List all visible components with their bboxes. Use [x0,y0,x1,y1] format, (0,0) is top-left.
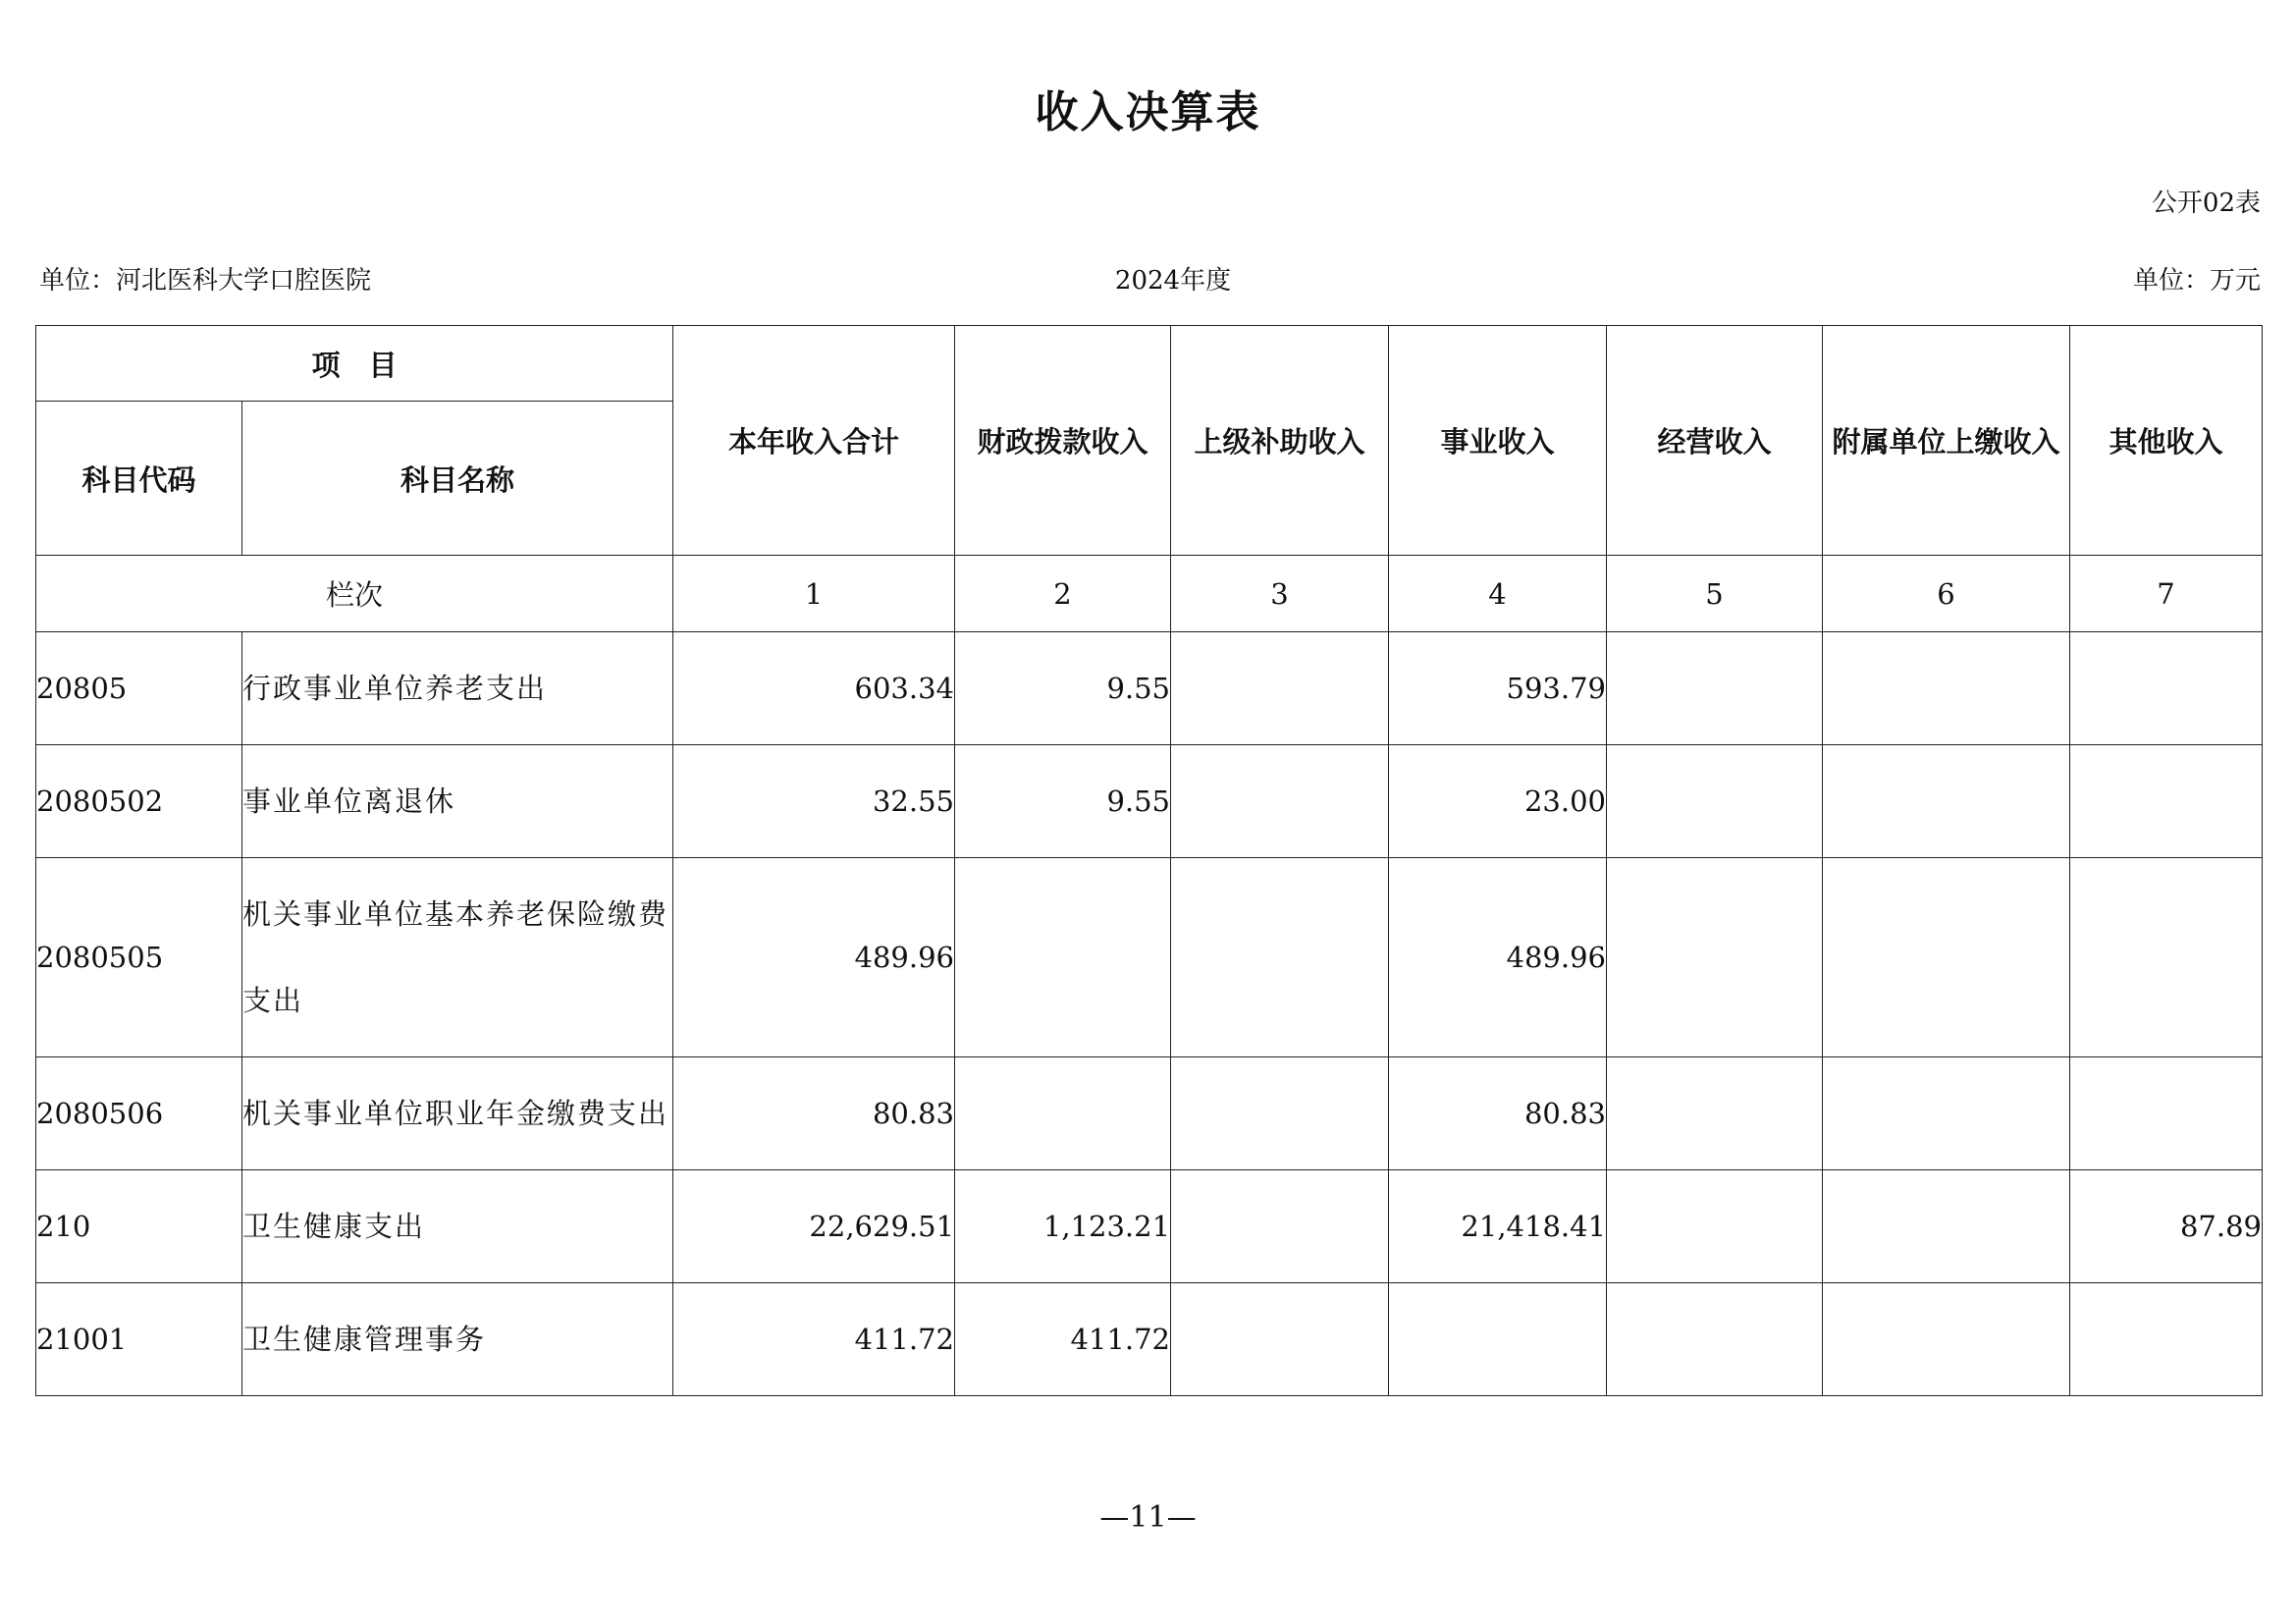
header-col-3: 上级补助收入 [1171,326,1389,556]
amount-cell: 9.55 [955,745,1171,858]
amount-cell [1607,632,1823,745]
amount-cell [955,1057,1171,1170]
index-row [36,556,2263,632]
income-table [35,325,2263,1396]
table-row [36,632,2263,745]
amount-cell [1607,1170,1823,1283]
subject-code: 210 [36,1170,242,1283]
amount-cell: 80.83 [673,1057,955,1170]
amount-cell [1607,858,1823,1057]
amount-cell [955,858,1171,1057]
amount-cell [2070,632,2263,745]
page-number: —11— [1099,1500,1197,1535]
amount-cell [1823,858,2070,1057]
amount-cell [1823,1057,2070,1170]
subject-name: 机关事业单位职业年金缴费支出 [242,1057,673,1170]
amount-cell [1823,632,2070,745]
page-title: 收入决算表 [1035,87,1261,137]
amount-cell [1389,1283,1607,1396]
table-row [36,1283,2263,1396]
subject-code: 2080502 [36,745,242,858]
amount-cell: 411.72 [673,1283,955,1396]
amount-cell: 32.55 [673,745,955,858]
amount-cell [1607,1283,1823,1396]
amount-cell [1171,1170,1389,1283]
table-row [36,745,2263,858]
amount-cell [1171,745,1389,858]
form-number: 公开02表 [2151,189,2261,218]
subject-code: 2080506 [36,1057,242,1170]
header-col-6: 附属单位上缴收入 [1823,326,2070,556]
amount-cell [1171,1283,1389,1396]
index-num: 4 [1389,556,1607,632]
amount-cell [2070,858,2263,1057]
subject-name: 卫生健康管理事务 [242,1283,673,1396]
amount-cell: 1,123.21 [955,1170,1171,1283]
subject-code: 2080505 [36,858,242,1057]
header-col-7: 其他收入 [2070,326,2263,556]
amount-cell: 23.00 [1389,745,1607,858]
reporting-unit: 单位：河北医科大学口腔医院 [39,266,372,296]
amount-cell [1823,1170,2070,1283]
table-row [36,1170,2263,1283]
amount-cell [1823,745,2070,858]
index-label: 栏次 [36,556,673,632]
index-num: 6 [1823,556,2070,632]
amount-cell [1607,1057,1823,1170]
amount-cell: 22,629.51 [673,1170,955,1283]
amount-cell [1171,632,1389,745]
subject-name: 卫生健康支出 [242,1170,673,1283]
amount-cell: 593.79 [1389,632,1607,745]
currency-unit: 单位：万元 [2132,266,2261,296]
amount-cell: 411.72 [955,1283,1171,1396]
amount-cell [2070,745,2263,858]
header-col-4: 事业收入 [1389,326,1607,556]
amount-cell [2070,1283,2263,1396]
amount-cell [1171,1057,1389,1170]
index-num: 1 [673,556,955,632]
header-code: 科目代码 [36,402,242,556]
table-row [36,1057,2263,1170]
header-col-1: 本年收入合计 [673,326,955,556]
table-row [36,858,2263,1057]
header-col-2: 财政拨款收入 [955,326,1171,556]
header-name: 科目名称 [242,402,673,556]
amount-cell: 21,418.41 [1389,1170,1607,1283]
amount-cell: 489.96 [673,858,955,1057]
amount-cell: 9.55 [955,632,1171,745]
amount-cell: 489.96 [1389,858,1607,1057]
amount-cell: 80.83 [1389,1057,1607,1170]
amount-cell: 87.89 [2070,1170,2263,1283]
subject-name: 机关事业单位基本养老保险缴费支出 [242,858,673,1057]
index-num: 7 [2070,556,2263,632]
amount-cell [2070,1057,2263,1170]
index-num: 3 [1171,556,1389,632]
amount-cell [1823,1283,2070,1396]
index-num: 2 [955,556,1171,632]
amount-cell: 603.34 [673,632,955,745]
fiscal-year: 2024年度 [1114,266,1232,296]
amount-cell [1607,745,1823,858]
subject-code: 21001 [36,1283,242,1396]
subject-name: 行政事业单位养老支出 [242,632,673,745]
subject-name: 事业单位离退休 [242,745,673,858]
subject-code: 20805 [36,632,242,745]
index-num: 5 [1607,556,1823,632]
header-col-5: 经营收入 [1607,326,1823,556]
header-item-group: 项 目 [36,326,673,402]
amount-cell [1171,858,1389,1057]
